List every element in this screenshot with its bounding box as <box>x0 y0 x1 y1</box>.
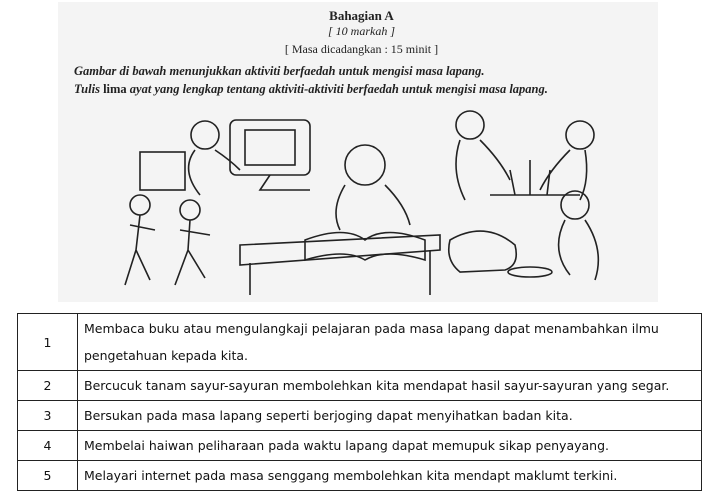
table-row <box>18 314 702 371</box>
answer-text: Membelai haiwan peliharaan pada waktu lapang dapat memupuk sikap penyayang. <box>78 431 702 461</box>
cat <box>449 231 517 272</box>
time-label: [ Masa dicadangkan : 15 minit ] <box>284 42 439 56</box>
row-number: 3 <box>18 401 78 431</box>
food-bowl <box>508 267 552 277</box>
computer-monitor <box>230 120 310 175</box>
table-row <box>18 431 702 461</box>
row-number: 1 <box>18 314 78 371</box>
answer-text: Bercucuk tanam sayur-sayuran membolehkan kita mendapat hasil sayur-sayuran yang segar. <box>78 371 702 401</box>
instruction-line-1: Gambar di bawah menunjukkan aktiviti berfaedah untuk mengisi masa lapang. <box>74 64 485 78</box>
desktop-tower <box>140 152 185 190</box>
table-row <box>18 401 702 431</box>
table-row <box>18 371 702 401</box>
row-number: 4 <box>18 431 78 461</box>
gardener-1 <box>456 111 484 139</box>
answer-text: Bersukan pada masa lapang seperti berjoging dapat menyihatkan badan kita. <box>78 401 702 431</box>
answer-text: Membaca buku atau mengulangkaji pelajaran pada masa lapang dapat menambahkan ilmu pengetahuan kepada kita. <box>78 314 702 371</box>
section-title: Bahagian A <box>329 8 394 23</box>
activities-illustration <box>110 100 620 295</box>
answer-table <box>17 313 702 491</box>
jogger-1 <box>130 195 150 215</box>
plants <box>490 160 580 195</box>
row-number: 5 <box>18 461 78 491</box>
answer-text: Melayari internet pada masa senggang membolehkan kita mendapt maklumt terkini. <box>78 461 702 491</box>
gardener-2 <box>566 121 594 149</box>
marks-label: [ 10 markah ] <box>327 24 395 38</box>
table-row <box>18 461 702 491</box>
jogger-2 <box>180 200 200 220</box>
boy-at-computer <box>191 121 219 149</box>
reading-boy <box>345 145 385 185</box>
row-number: 2 <box>18 371 78 401</box>
instruction-line-2: Tulis lima ayat yang lengkap tentang aktiviti-aktiviti berfaedah untuk mengisi masa lapang. <box>74 82 548 96</box>
